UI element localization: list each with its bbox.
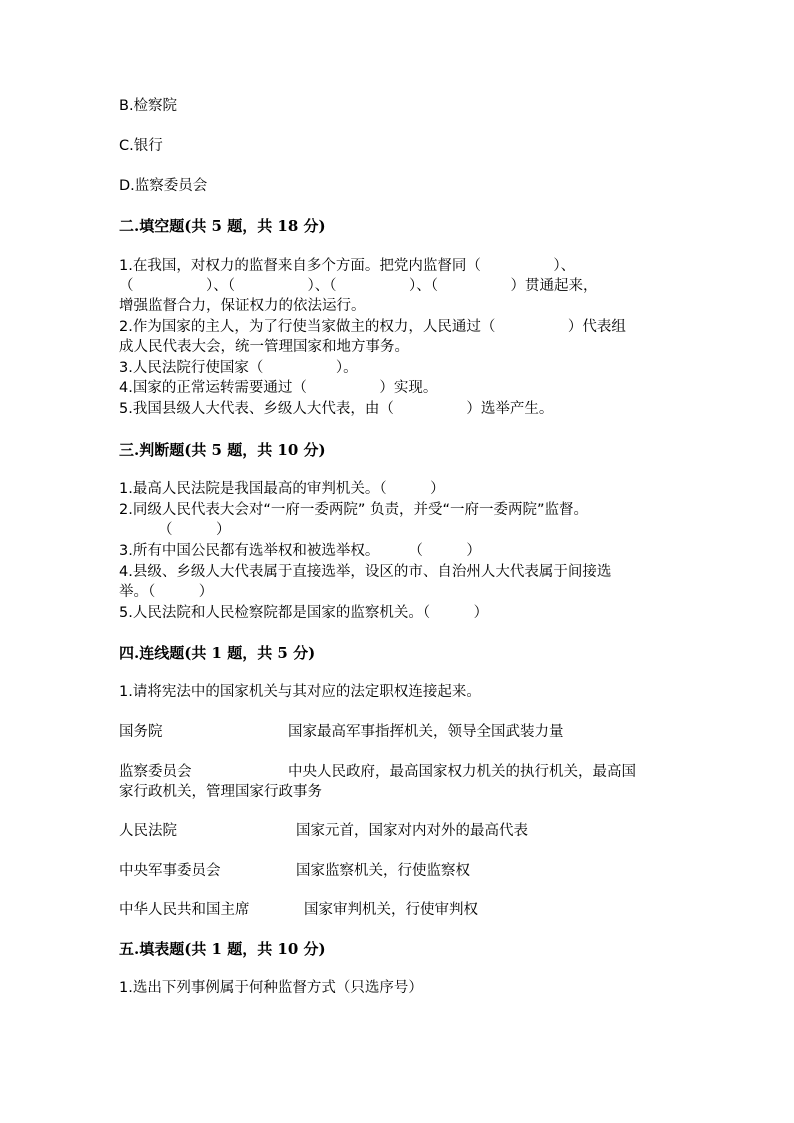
table-fill-q1: 1.选出下列事例属于何种监督方式（只选序号） — [119, 980, 423, 996]
true-false-q1: 1.最高人民法院是我国最高的审判机关。（ ） — [119, 481, 445, 497]
matching-left-item: 监察委员会 — [119, 764, 192, 780]
choice-d: D.监察委员会 — [119, 178, 208, 194]
section-fill-blank-heading: 二.填空题(共 5 题，共 18 分) — [119, 217, 326, 235]
section-true-false-heading: 三.判断题(共 5 题，共 10 分) — [119, 441, 326, 459]
matching-right-item: 国家元首，国家对内对外的最高代表 — [296, 823, 528, 839]
true-false-q4-line1: 4.县级、乡级人大代表属于直接选举，设区的市、自治州人大代表属于间接选 — [119, 564, 612, 580]
matching-left-item: 中华人民共和国主席 — [119, 902, 250, 918]
choice-b: B.检察院 — [119, 98, 178, 114]
true-false-q2-line2: （ ） — [158, 522, 231, 538]
matching-left-item: 人民法院 — [119, 823, 177, 839]
true-false-q3: 3.所有中国公民都有选举权和被选举权。 （ ） — [119, 543, 481, 559]
true-false-q2-line1: 2.同级人民代表大会对“一府一委两院” 负责，并受“一府一委两院”监督。 — [119, 502, 588, 518]
matching-left-item: 国务院 — [119, 724, 163, 740]
fill-blank-q4: 4.国家的正常运转需要通过（ ）实现。 — [119, 380, 438, 396]
fill-blank-q5: 5.我国县级人大代表、乡级人大代表，由（ ）选举产生。 — [119, 401, 554, 417]
choice-c: C.银行 — [119, 138, 163, 154]
matching-right-item: 中央人民政府，最高国家权力机关的执行机关，最高国 — [288, 764, 636, 780]
fill-blank-q1-line2: （ ）、（ ）、（ ）、（ ）贯通起来， — [119, 278, 598, 294]
matching-left-item: 中央军事委员会 — [119, 863, 221, 879]
matching-right-item-continued: 家行政机关，管理国家行政事务 — [119, 784, 322, 800]
fill-blank-q3: 3.人民法院行使国家（ ）。 — [119, 360, 358, 376]
fill-blank-q1-line1: 1.在我国，对权力的监督来自多个方面。把党内监督同（ ）、 — [119, 258, 576, 274]
matching-right-item: 国家最高军事指挥机关，领导全国武装力量 — [288, 724, 564, 740]
fill-blank-q1-line3: 增强监督合力，保证权力的依法运行。 — [119, 298, 366, 314]
fill-blank-q2-line2: 成人民代表大会，统一管理国家和地方事务。 — [119, 339, 409, 355]
true-false-q5: 5.人民法院和人民检察院都是国家的监察机关。（ ） — [119, 605, 489, 621]
matching-right-item: 国家审判机关，行使审判权 — [304, 902, 478, 918]
matching-right-item: 国家监察机关，行使监察权 — [296, 863, 470, 879]
true-false-q4-line2: 举。（ ） — [119, 584, 214, 600]
section-matching-heading: 四.连线题(共 1 题，共 5 分) — [119, 644, 316, 662]
section-table-fill-heading: 五.填表题(共 1 题，共 10 分) — [119, 940, 326, 958]
fill-blank-q2-line1: 2.作为国家的主人，为了行使当家做主的权力，人民通过（ ）代表组 — [119, 319, 626, 335]
matching-instruction: 1.请将宪法中的国家机关与其对应的法定职权连接起来。 — [119, 684, 481, 700]
